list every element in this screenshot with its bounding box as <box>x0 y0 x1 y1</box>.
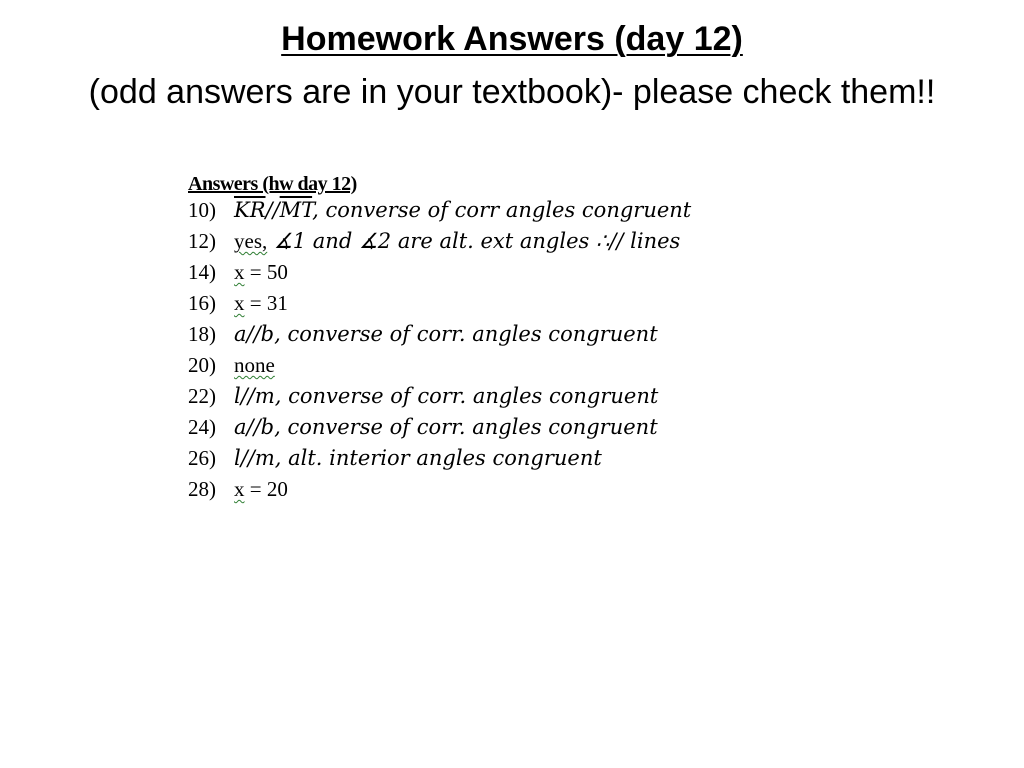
answer-rest: = 20 <box>244 477 288 501</box>
answer-number: 10) <box>188 198 216 222</box>
answer-row-16 <box>188 291 788 322</box>
slide-subtitle: (odd answers are in your textbook)- please check them!! <box>88 73 936 111</box>
answer-text <box>234 198 691 222</box>
segment-mt: $\overline{MT}$ <box>279 198 313 222</box>
answer-number: 28) <box>188 477 216 501</box>
slide-title <box>0 18 1024 60</box>
answer-text: l//m, alt. interior angles congruent <box>234 446 602 470</box>
answer-number: 20) <box>188 353 216 377</box>
answer-lead: x <box>234 260 245 284</box>
answers-image <box>188 170 788 508</box>
answer-number: 24) <box>188 415 216 439</box>
answer-rest: = 31 <box>244 291 288 315</box>
answer-text: a//b, converse of corr. angles congruent <box>234 322 658 346</box>
answer-row-20 <box>188 353 788 384</box>
answer-text <box>234 477 288 502</box>
answer-row-22 <box>188 384 788 415</box>
answer-number: 22) <box>188 384 216 408</box>
segment-kr: $\overline{KR}$ <box>234 198 266 222</box>
answer-row-26 <box>188 446 788 477</box>
answer-text: l//m, converse of corr. angles congruent <box>234 384 659 408</box>
answer-lead: x <box>234 291 245 315</box>
answer-text <box>234 260 288 285</box>
answer-text: a//b, converse of corr. angles congruent <box>234 415 658 439</box>
answer-row-18 <box>188 322 788 353</box>
answer-row-24 <box>188 415 788 446</box>
answer-lead: yes, <box>234 229 268 253</box>
answer-text <box>234 353 275 378</box>
answer-row-14 <box>188 260 788 291</box>
answer-rest: = 50 <box>244 260 288 284</box>
answer-row-10 <box>188 198 788 229</box>
answer-row-12 <box>188 229 788 260</box>
answer-number: 12) <box>188 229 216 253</box>
answer-number: 14) <box>188 260 216 284</box>
slide-title-text: Homework Answers (day 12) <box>281 20 743 58</box>
answer-number: 18) <box>188 322 216 346</box>
answer-rest: ∡1 and ∡2 are alt. ext angles ∴// lines <box>267 229 681 253</box>
answer-number: 26) <box>188 446 216 470</box>
answer-reason: , converse of corr angles congruent <box>312 198 692 222</box>
answer-text <box>234 291 288 316</box>
answer-text <box>234 229 680 254</box>
answer-lead: x <box>234 477 245 501</box>
answer-number: 16) <box>188 291 216 315</box>
answer-lead: none <box>234 353 275 377</box>
parallel-symbol: // <box>265 198 280 222</box>
answers-heading: Answers (hw day 12) <box>188 173 357 195</box>
answer-row-28 <box>188 477 788 508</box>
